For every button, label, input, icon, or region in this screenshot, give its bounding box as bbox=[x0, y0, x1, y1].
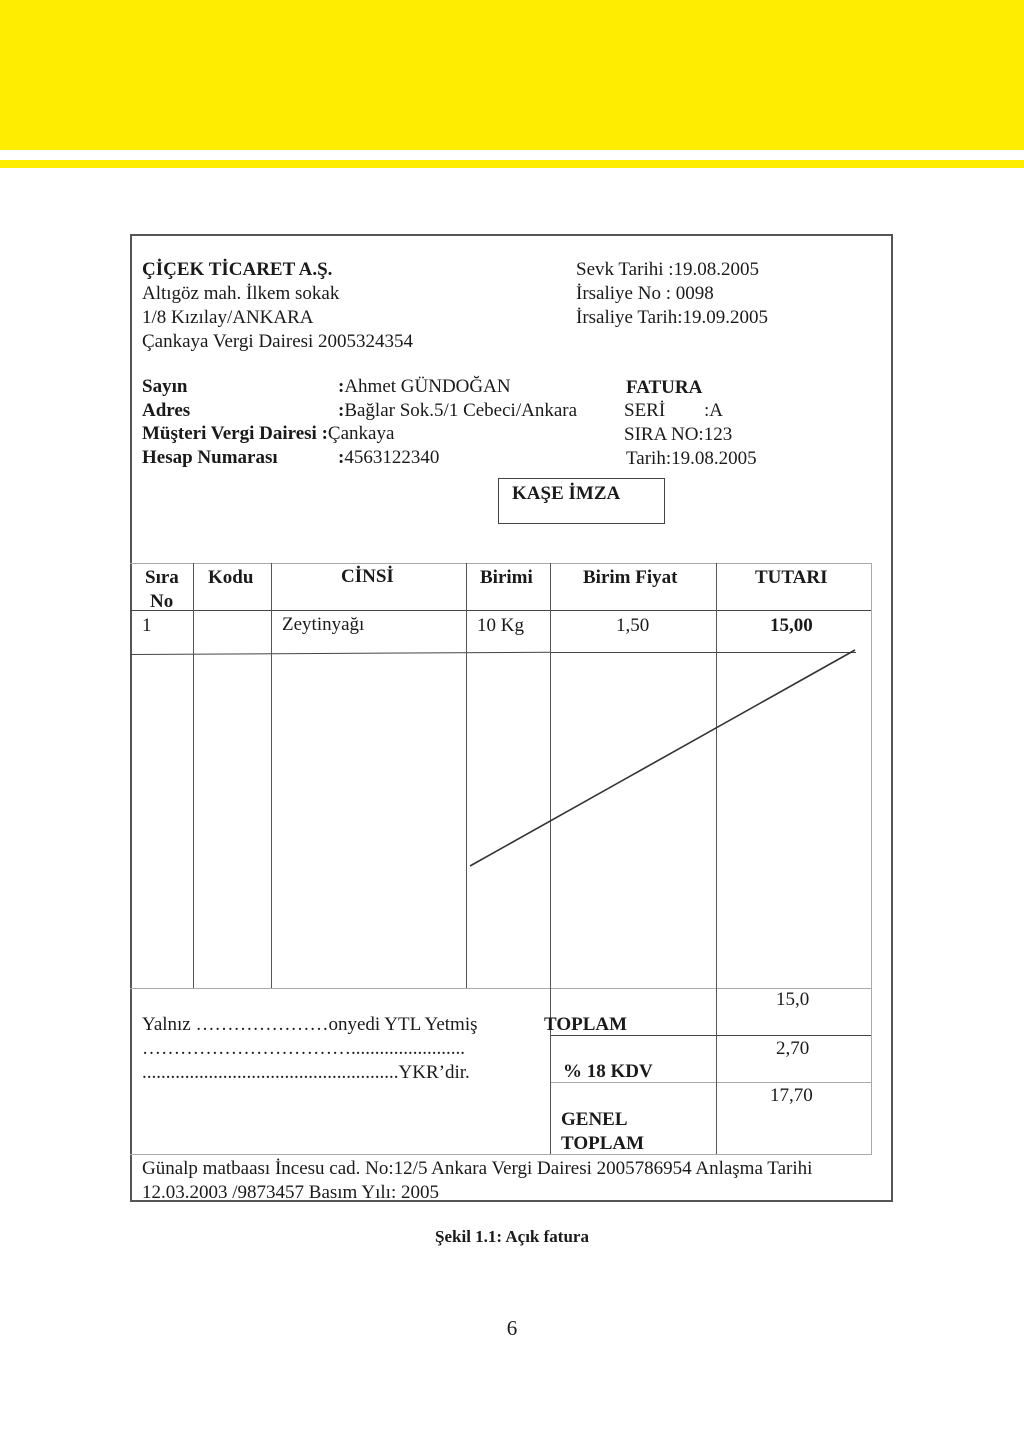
genel-toplam-label-1: GENEL bbox=[561, 1109, 628, 1130]
kdv-value: 2,70 bbox=[776, 1038, 810, 1059]
customer-address-value: Bağlar Sok.5/1 Cebeci/Ankara bbox=[344, 400, 578, 421]
customer-name-label: Sayın bbox=[142, 376, 188, 397]
colon: : bbox=[338, 400, 345, 421]
toplam-label: TOPLAM bbox=[544, 1014, 628, 1035]
invoice-sequence-number: SIRA NO:123 bbox=[624, 424, 733, 445]
header-birimi: Birimi bbox=[480, 567, 533, 588]
waybill-number: İrsaliye No : 0098 bbox=[576, 283, 714, 304]
genel-toplam-label-2: TOPLAM bbox=[561, 1133, 645, 1154]
kdv-label: % 18 KDV bbox=[563, 1061, 653, 1082]
stamp-signature-label: KAŞE İMZA bbox=[512, 483, 621, 504]
header-birim-fiyat: Birim Fiyat bbox=[583, 567, 678, 588]
waybill-date: İrsaliye Tarih:19.09.2005 bbox=[576, 307, 768, 328]
header-tutari: TUTARI bbox=[755, 567, 828, 588]
dispatch-date: Sevk Tarihi :19.08.2005 bbox=[576, 259, 760, 280]
invoice-series-label: SERİ bbox=[624, 400, 666, 421]
header-cinsi: CİNSİ bbox=[341, 566, 394, 587]
genel-toplam-value: 17,70 bbox=[770, 1085, 813, 1106]
invoice-series-value: :A bbox=[704, 400, 723, 421]
header-kodu: Kodu bbox=[208, 567, 254, 588]
amount-in-words-1: Yalnız …………………onyedi YTL Yetmiş bbox=[142, 1014, 478, 1035]
row-1-sira: 1 bbox=[142, 615, 152, 636]
figure-caption: Şekil 1.1: Açık fatura bbox=[435, 1227, 589, 1246]
customer-tax-label: Müşteri Vergi Dairesi : bbox=[142, 423, 328, 444]
colon: : bbox=[338, 376, 345, 397]
company-address-2: 1/8 Kızılay/ANKARA bbox=[142, 307, 314, 328]
customer-tax-value: Çankaya bbox=[327, 423, 395, 444]
header-no: No bbox=[150, 591, 174, 612]
company-name: ÇİÇEK TİCARET A.Ş. bbox=[142, 259, 333, 280]
amount-in-words-2: ……………………………........................ bbox=[142, 1038, 465, 1059]
invoice-date: Tarih:19.08.2005 bbox=[626, 448, 757, 469]
account-number-label: Hesap Numarası bbox=[142, 447, 278, 468]
amount-in-words-3: ......................................................YKR’dir. bbox=[142, 1062, 470, 1083]
customer-address-label: Adres bbox=[142, 400, 191, 421]
header-sira: Sıra bbox=[145, 567, 179, 588]
printer-info-1: Günalp matbaası İncesu cad. No:12/5 Ankara Vergi Dairesi 2005786954 Anlaşma Tarihi bbox=[142, 1158, 813, 1179]
account-number-value: 4563122340 bbox=[344, 447, 440, 468]
company-address-1: Altıgöz mah. İlkem sokak bbox=[142, 283, 340, 304]
customer-name-value: Ahmet GÜNDOĞAN bbox=[344, 376, 511, 397]
row-1-birimi: 10 Kg bbox=[477, 615, 524, 636]
company-tax-office: Çankaya Vergi Dairesi 2005324354 bbox=[142, 331, 414, 352]
row-1-birim-fiyat: 1,50 bbox=[616, 615, 650, 636]
page-number: 6 bbox=[506, 1316, 518, 1340]
toplam-value: 15,0 bbox=[776, 989, 810, 1010]
row-1-tutari: 15,00 bbox=[770, 615, 813, 636]
printer-info-2: 12.03.2003 /9873457 Basım Yılı: 2005 bbox=[142, 1182, 439, 1203]
invoice-title: FATURA bbox=[626, 377, 703, 398]
colon: : bbox=[338, 447, 345, 468]
row-1-cinsi: Zeytinyağı bbox=[282, 614, 365, 635]
